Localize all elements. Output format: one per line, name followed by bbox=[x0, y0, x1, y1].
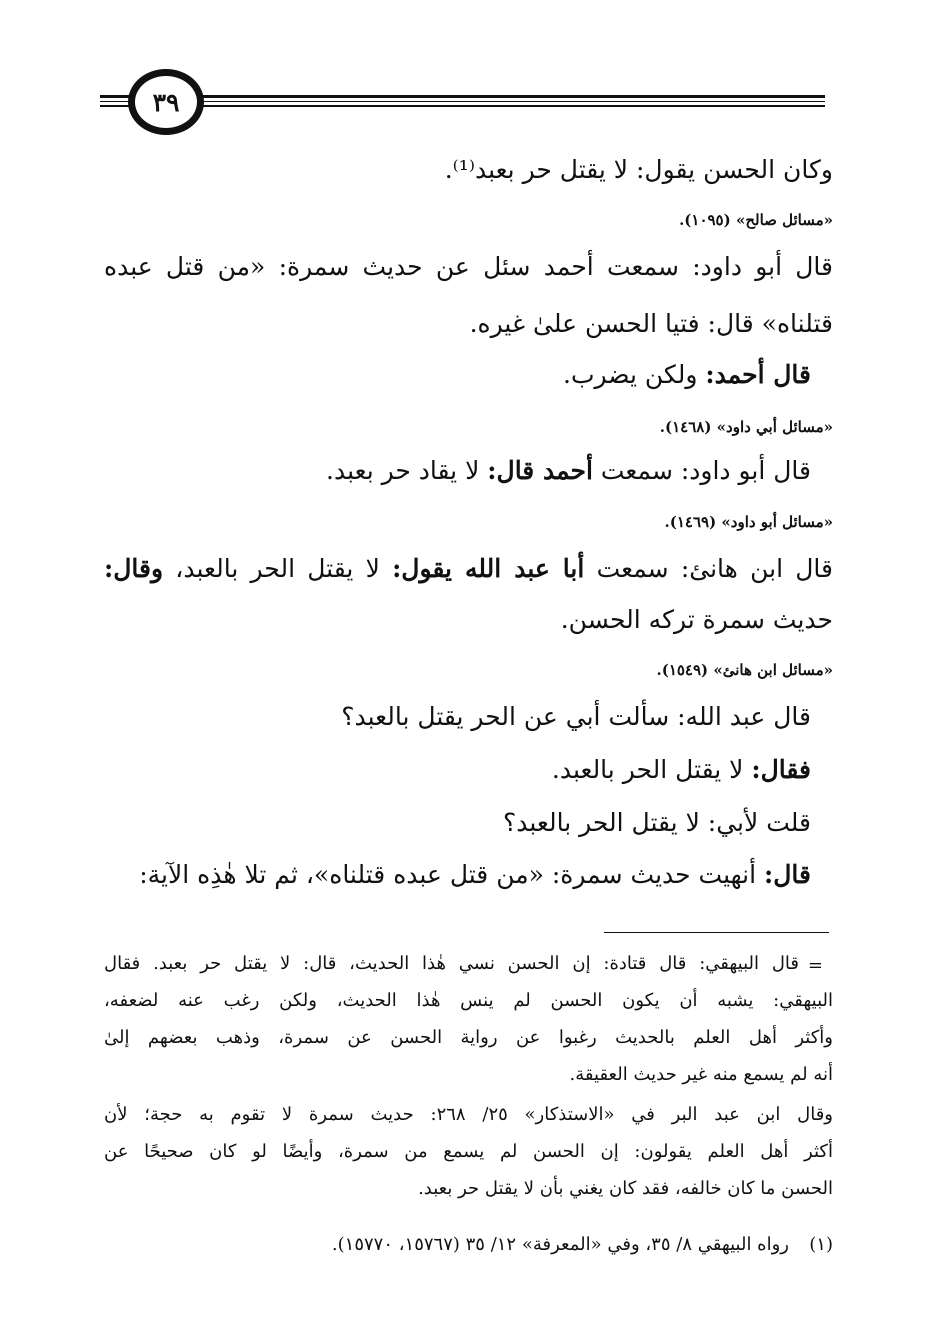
text-phrase: لا يقاد حر بعبد. bbox=[326, 456, 488, 485]
source-reference: «مسائل أبو داود» (١٤٦٩). bbox=[664, 513, 833, 531]
footnote-line: أنه لم يسمع منه غير حديث العقيقة. bbox=[569, 1064, 833, 1085]
text-line bbox=[139, 860, 811, 890]
text-line bbox=[563, 360, 811, 390]
text-line: قلت لأبي: لا يقتل الحر بالعبد؟ bbox=[502, 808, 811, 837]
source-reference: «مسائل صالح» (١٠٩٥). bbox=[679, 211, 833, 229]
footnote-line: قال البيهقي: قال قتادة: إن الحسن نسي هٰذا الحديث، قال: لا يقتل حر بعبد. فقال bbox=[104, 953, 799, 974]
source-reference: «مسائل ابن هانئ» (١٥٤٩). bbox=[656, 661, 833, 679]
footnote-line: أكثر أهل العلم يقولون: إن الحسن لم يسمع من سمرة، وأيضًا لو كان صحيحًا عن bbox=[104, 1141, 833, 1162]
bold-phrase: وقال: bbox=[104, 554, 164, 583]
text-phrase: ولكن يضرب. bbox=[563, 360, 706, 389]
text-line bbox=[104, 554, 833, 584]
bold-phrase: أبا عبد الله يقول: bbox=[392, 554, 585, 583]
footnote-line: وقال ابن عبد البر في «الاستذكار» ٢٥/ ٢٦٨: حديث سمرة لا تقوم به حجة؛ لأن bbox=[104, 1104, 833, 1125]
text-phrase: قال ابن هانئ: سمعت bbox=[584, 554, 834, 583]
bold-phrase: قال: bbox=[764, 860, 811, 889]
footnote-line: رواه البيهقي ٨/ ٣٥، وفي «المعرفة» ١٢/ ٣٥ (١٥٧٦٧، ١٥٧٧٠). bbox=[331, 1234, 789, 1255]
footnote-separator bbox=[604, 932, 829, 933]
text-phrase: لا يقتل الحر بالعبد. bbox=[551, 755, 752, 784]
page-number-badge bbox=[128, 69, 204, 135]
footnote-number: (١) bbox=[809, 1234, 833, 1255]
header-rule bbox=[100, 101, 825, 102]
header-rule bbox=[100, 95, 825, 98]
bold-phrase: فقال: bbox=[751, 755, 811, 784]
text-phrase: قال أبو داود: سمعت bbox=[592, 456, 811, 485]
footnote-line: الحسن ما كان خالفه، فقد كان يغني بأن لا يقتل حر بعبد. bbox=[418, 1178, 833, 1199]
text-phrase: أنهيت حديث سمرة: «من قتل عبده قتلناه»، ثم تلا هٰذِه الآية: bbox=[139, 860, 765, 889]
text-line bbox=[326, 456, 811, 486]
bold-phrase: أحمد قال: bbox=[487, 456, 593, 485]
text-line: وكان الحسن يقول: لا يقتل حر بعبد⁽¹⁾. bbox=[444, 155, 833, 184]
source-reference: «مسائل أبي داود» (١٤٦٨). bbox=[659, 418, 833, 436]
footnote-line: وأكثر أهل العلم بالحديث رغبوا عن رواية الحسن عن سمرة، وذهب بعضهم إلىٰ bbox=[104, 1027, 833, 1048]
page-number: ٣٩ bbox=[152, 87, 180, 117]
text-phrase: لا يقتل الحر بالعبد، bbox=[163, 554, 393, 583]
text-line: حديث سمرة تركه الحسن. bbox=[560, 605, 833, 634]
text-line bbox=[552, 755, 811, 785]
text-line: قال أبو داود: سمعت أحمد سئل عن حديث سمرة: «من قتل عبده bbox=[104, 252, 833, 281]
bold-phrase: قال أحمد: bbox=[705, 360, 811, 389]
text-line: قتلناه» قال: فتيا الحسن علىٰ غيره. bbox=[469, 309, 833, 338]
continuation-mark: = bbox=[807, 955, 823, 976]
text-line: قال عبد الله: سألت أبي عن الحر يقتل بالعبد؟ bbox=[341, 702, 811, 731]
header-rule bbox=[100, 105, 825, 107]
footnote-line: البيهقي: يشبه أن يكون الحسن لم ينس هٰذا الحديث، ولكن رغب عنه لضعفه، bbox=[104, 990, 833, 1011]
